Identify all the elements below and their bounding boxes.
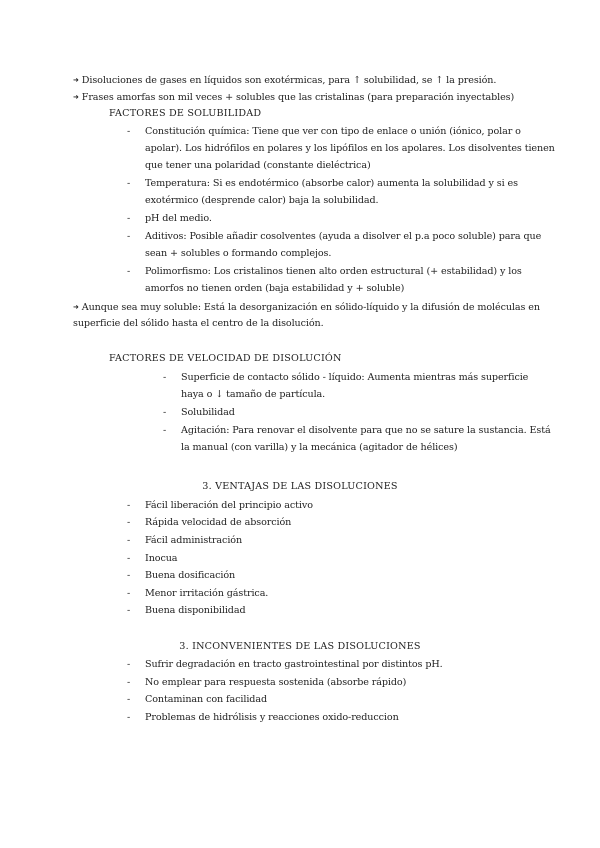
ventajas-item: Fácil administración: [145, 535, 243, 546]
intro-line-1: ➜ Disoluciones de gases en líquidos son exotérmicas, para ↑ solubilidad, se ↑ la presión.: [73, 75, 497, 86]
ventajas-item: Fácil liberación del principio activo: [145, 500, 313, 511]
bullet-dash: -: [127, 517, 131, 528]
inconvenientes-item: Sufrir degradación en tracto gastrointestinal por distintos pH.: [145, 659, 443, 670]
ventajas-item: Buena disponibilidad: [145, 605, 246, 616]
bullet-dash: -: [127, 231, 131, 242]
aunque-line-2: superficie del sólido hasta el centro de la disolución.: [73, 318, 324, 329]
right-arrow-icon: ➜: [73, 93, 79, 101]
bullet-dash: -: [127, 570, 131, 581]
ventajas-item: Buena dosificación: [145, 570, 236, 581]
solubilidad-item-2-line-2: exotérmico (desprende calor) baja la solubilidad.: [145, 195, 379, 206]
velocidad-item-2-line-1: Solubilidad: [181, 407, 235, 418]
velocidad-item-3-line-1: Agitación: Para renovar el disolvente para que no se sature la sustancia. Está: [181, 425, 551, 436]
bullet-dash: -: [163, 425, 167, 436]
solubilidad-item-4-line-1: Aditivos: Posible añadir cosolventes (ayuda a disolver el p.a poco soluble) para que: [145, 231, 542, 242]
right-arrow-icon: ➜: [73, 303, 79, 311]
section-heading-ventajas: 3. VENTAJAS DE LAS DISOLUCIONES: [202, 481, 398, 492]
bullet-dash: -: [127, 500, 131, 511]
ventajas-item: Inocua: [145, 553, 178, 564]
solubilidad-item-4-line-2: sean + solubles o formando complejos.: [145, 248, 332, 259]
velocidad-item-3-line-2: la manual (con varilla) y la mecánica (agitador de hélices): [181, 442, 458, 453]
inconvenientes-item: Problemas de hidrólisis y reacciones oxido-reduccion: [145, 712, 399, 723]
bullet-dash: -: [163, 372, 167, 383]
bullet-dash: -: [127, 553, 131, 564]
bullet-dash: -: [127, 126, 131, 137]
bullet-dash: -: [127, 659, 131, 670]
bullet-dash: -: [163, 407, 167, 418]
solubilidad-item-3-line-1: pH del medio.: [145, 213, 212, 224]
aunque-line-1: ➜ Aunque sea muy soluble: Está la desorganización en sólido-líquido y la difusión de moléculas en: [73, 302, 540, 313]
bullet-dash: -: [127, 588, 131, 599]
ventajas-item: Menor irritación gástrica.: [145, 588, 269, 599]
velocidad-item-1-line-1: Superficie de contacto sólido - líquido: Aumenta mientras más superficie: [181, 372, 529, 383]
solubilidad-item-5-line-2: amorfos no tienen orden (baja estabilidad y + soluble): [145, 283, 405, 294]
solubilidad-item-1-line-1: Constitución química: Tiene que ver con tipo de enlace o unión (iónico, polar o: [145, 126, 521, 137]
inconvenientes-item: No emplear para respuesta sostenida (absorbe rápido): [145, 677, 407, 688]
inconvenientes-item: Contaminan con facilidad: [145, 694, 267, 705]
velocidad-item-1-line-2: haya o ↓ tamaño de partícula.: [181, 389, 326, 400]
solubilidad-item-2-line-1: Temperatura: Si es endotérmico (absorbe calor) aumenta la solubilidad y si es: [145, 178, 518, 189]
bullet-dash: -: [127, 213, 131, 224]
bullet-dash: -: [127, 605, 131, 616]
ventajas-item: Rápida velocidad de absorción: [145, 517, 292, 528]
intro-line-2: ➜ Frases amorfas son mil veces + solubles que las cristalinas (para preparación inyectables): [73, 92, 515, 103]
bullet-dash: -: [127, 694, 131, 705]
solubilidad-item-1-line-2: apolar). Los hidrófilos en polares y los lipófilos en los apolares. Los disolventes tienen: [145, 143, 555, 154]
bullet-dash: -: [127, 178, 131, 189]
section-heading-velocidad: FACTORES DE VELOCIDAD DE DISOLUCIÓN: [109, 353, 342, 364]
bullet-dash: -: [127, 266, 131, 277]
section-heading-inconvenientes: 3. INCONVENIENTES DE LAS DISOLUCIONES: [179, 641, 421, 652]
bullet-dash: -: [127, 535, 131, 546]
solubilidad-item-5-line-1: Polimorfismo: Los cristalinos tienen alto orden estructural (+ estabilidad) y los: [145, 266, 522, 277]
bullet-dash: -: [127, 712, 131, 723]
right-arrow-icon: ➜: [73, 76, 79, 84]
bullet-dash: -: [127, 677, 131, 688]
section-heading-solubilidad: FACTORES DE SOLUBILIDAD: [109, 108, 262, 119]
solubilidad-item-1-line-3: que tener una polaridad (constante dieléctrica): [145, 160, 371, 171]
